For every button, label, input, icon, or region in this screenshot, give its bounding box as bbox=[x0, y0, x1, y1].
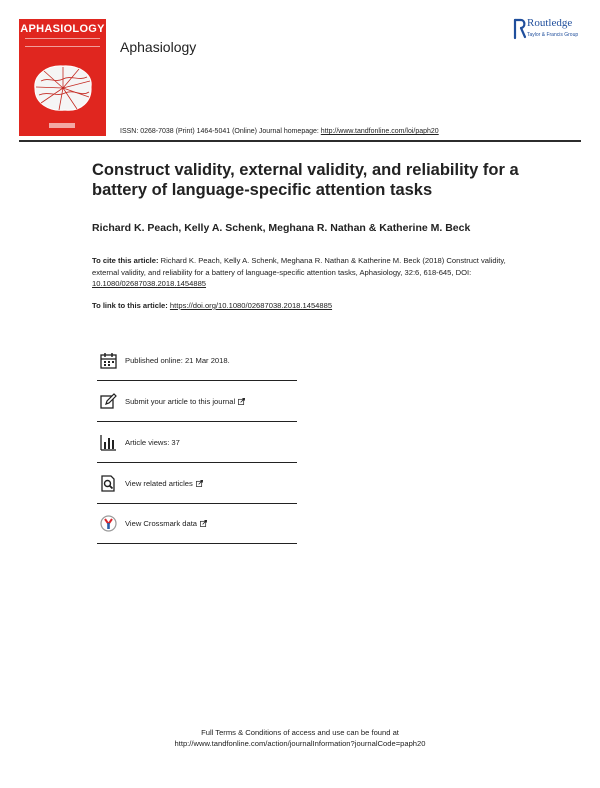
edit-icon bbox=[100, 393, 117, 410]
citation-label: To cite this article: bbox=[92, 256, 159, 265]
meta-link[interactable] bbox=[125, 519, 207, 528]
cover-divider bbox=[25, 38, 100, 39]
journal-cover[interactable] bbox=[19, 19, 106, 136]
meta-link[interactable] bbox=[125, 479, 203, 488]
doi-link[interactable]: 10.1080/02687038.2018.1454885 bbox=[92, 279, 207, 288]
meta-text: View related articles bbox=[125, 479, 193, 488]
citation-block bbox=[92, 255, 512, 290]
meta-article-views bbox=[97, 422, 297, 463]
cover-divider bbox=[25, 46, 100, 47]
meta-text: Submit your article to this journal bbox=[125, 397, 236, 406]
search-document-icon bbox=[100, 475, 117, 492]
header-divider bbox=[19, 140, 581, 142]
bar-chart-icon bbox=[100, 434, 117, 451]
article-link-row bbox=[92, 301, 332, 310]
meta-related-articles[interactable] bbox=[97, 463, 297, 504]
meta-divider bbox=[97, 543, 297, 544]
brain-illustration-icon bbox=[29, 59, 97, 117]
publisher-subtitle: Taylor & Francis Group bbox=[527, 32, 579, 38]
external-link-icon bbox=[200, 520, 207, 527]
meta-text: Article views: 37 bbox=[125, 438, 180, 447]
journal-name[interactable]: Aphasiology bbox=[120, 39, 197, 55]
article-link-label: To link to this article: bbox=[92, 301, 170, 310]
footer-line: Full Terms & Conditions of access and use can be found at bbox=[201, 728, 399, 737]
calendar-icon bbox=[100, 352, 117, 369]
issn-line bbox=[120, 128, 439, 135]
article-doi-url[interactable]: https://doi.org/10.1080/02687038.2018.1454885 bbox=[169, 301, 333, 310]
meta-link[interactable] bbox=[125, 397, 245, 406]
cover-publisher-logo bbox=[49, 123, 75, 128]
journal-homepage-link[interactable]: http://www.tandfonline.com/loi/paph20 bbox=[320, 128, 439, 135]
external-link-icon bbox=[196, 480, 203, 487]
terms-footer bbox=[0, 727, 600, 749]
cover-title: APHASIOLOGY bbox=[20, 23, 105, 35]
meta-published-online bbox=[97, 340, 297, 381]
terms-link[interactable]: http://www.tandfonline.com/action/journalInformation?journalCode=paph20 bbox=[174, 739, 426, 748]
citation-text: Richard K. Peach, Kelly A. Schenk, Meghana R. Nathan & Katherine M. Beck (2018) Construct validity, external validity, and reliability for a battery of language-specific attention tasks, Aphasiology, 32:6, 618-645, DOI: bbox=[92, 256, 506, 277]
meta-crossmark[interactable] bbox=[97, 503, 297, 544]
meta-text: Published online: 21 Mar 2018. bbox=[125, 356, 230, 365]
external-link-icon bbox=[238, 398, 245, 405]
publisher-name: Routledge bbox=[527, 17, 573, 29]
issn-text: ISSN: 0268-7038 (Print) 1464-5041 (Online) Journal homepage: bbox=[120, 128, 321, 135]
routledge-icon bbox=[512, 18, 528, 40]
meta-text: View Crossmark data bbox=[125, 519, 198, 528]
crossmark-icon bbox=[100, 515, 117, 532]
article-authors: Richard K. Peach, Kelly A. Schenk, Meghana R. Nathan & Katherine M. Beck bbox=[92, 222, 471, 234]
meta-submit-article[interactable] bbox=[97, 381, 297, 422]
article-title: Construct validity, external validity, and reliability for a battery of language-specific attention tasks bbox=[92, 161, 519, 199]
